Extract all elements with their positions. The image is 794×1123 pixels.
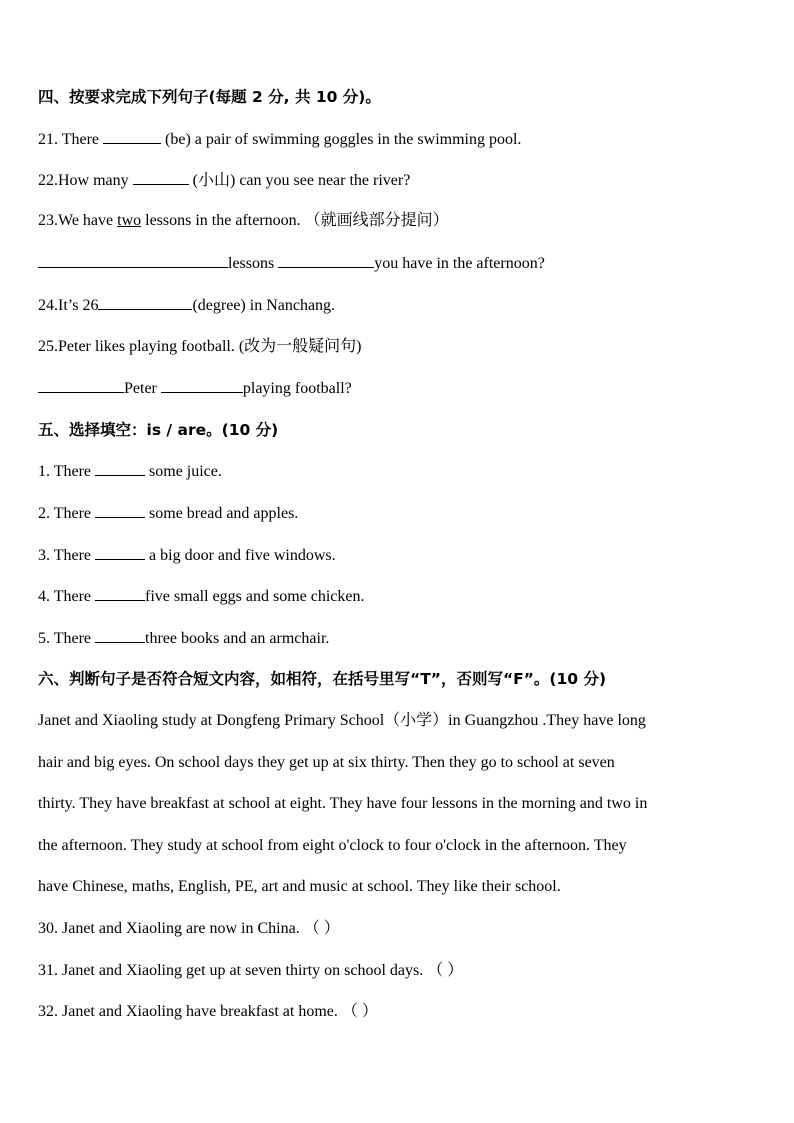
question-number: 21 bbox=[38, 131, 54, 148]
judge-question-30 bbox=[38, 918, 340, 940]
question-text: 2. There bbox=[38, 505, 96, 522]
question-24 bbox=[38, 294, 335, 317]
passage-line: hair and big eyes. On school days they get up at six thirty. Then they go to school at seven bbox=[38, 754, 615, 771]
answer-blank[interactable] bbox=[103, 128, 161, 144]
question-number: 23. bbox=[38, 212, 58, 229]
question-text: Peter likes playing football. (改为一般疑问句) bbox=[58, 338, 362, 355]
passage-line: thirty. They have breakfast at school at eight. They have four lessons in the morning and two in bbox=[38, 795, 648, 812]
question-text: some juice. bbox=[145, 463, 222, 480]
answer-blank[interactable] bbox=[95, 544, 145, 560]
fill-item-2 bbox=[38, 502, 298, 525]
section6-heading: 六、判断句子是否符合短文内容，如相符，在括号里写“T”，否则写“F”。(10 分) bbox=[38, 670, 607, 688]
question-text: 1. There bbox=[38, 463, 96, 480]
question-number: 24. bbox=[38, 297, 58, 314]
section4-heading: 四、按要求完成下列句子(每题 2 分, 共 10 分)。 bbox=[38, 88, 381, 106]
question-21 bbox=[38, 128, 521, 151]
question-text: lessons in the afternoon. （就画线部分提问） bbox=[141, 212, 449, 229]
question-text: you have in the afternoon? bbox=[374, 255, 545, 272]
answer-blank[interactable] bbox=[278, 252, 374, 268]
question-text: five small eggs and some chicken. bbox=[145, 588, 365, 605]
question-text: lessons bbox=[228, 255, 279, 272]
question-text: playing football? bbox=[242, 380, 352, 397]
answer-bracket[interactable]: （ ） bbox=[341, 1003, 378, 1020]
underlined-word: two bbox=[117, 212, 142, 229]
fill-item-1 bbox=[38, 460, 222, 483]
answer-bracket[interactable]: （ ） bbox=[303, 920, 340, 937]
question-text: 32. Janet and Xiaoling have breakfast at home. bbox=[38, 1003, 338, 1020]
question-number: 25. bbox=[38, 338, 58, 355]
question-22 bbox=[38, 169, 410, 192]
question-number: 22. bbox=[38, 172, 58, 189]
question-text: some bread and apples. bbox=[145, 505, 299, 522]
question-text: a big door and five windows. bbox=[145, 547, 336, 564]
question-text: 4. There bbox=[38, 588, 96, 605]
passage-line: the afternoon. They study at school from eight o'clock to four o'clock in the afternoon. They bbox=[38, 837, 627, 854]
question-text: It’s 26 bbox=[58, 297, 99, 314]
fill-item-3 bbox=[38, 544, 336, 567]
question-text: We have bbox=[58, 212, 118, 229]
question-text: (be) a pair of swimming goggles in the swimming pool. bbox=[161, 131, 522, 148]
fill-item-5 bbox=[38, 627, 329, 650]
answer-blank[interactable] bbox=[95, 502, 145, 518]
answer-blank[interactable] bbox=[133, 169, 189, 185]
passage-line: have Chinese, maths, English, PE, art and music at school. They like their school. bbox=[38, 878, 561, 895]
question-25 bbox=[38, 336, 362, 358]
answer-blank[interactable] bbox=[95, 627, 145, 643]
answer-blank[interactable] bbox=[98, 294, 192, 310]
question-text: 3. There bbox=[38, 547, 96, 564]
answer-blank[interactable] bbox=[161, 377, 243, 393]
question-text: (小山) can you see near the river? bbox=[188, 172, 411, 189]
answer-blank[interactable] bbox=[95, 460, 145, 476]
question-23 bbox=[38, 210, 449, 232]
judge-question-32 bbox=[38, 1001, 378, 1023]
question-text: How many bbox=[58, 172, 133, 189]
answer-bracket[interactable]: （ ） bbox=[427, 962, 464, 979]
section5-heading: 五、选择填空：is / are。(10 分) bbox=[38, 421, 279, 439]
question-text: (degree) in Nanchang. bbox=[192, 297, 336, 314]
answer-blank[interactable] bbox=[38, 377, 124, 393]
passage-line: Janet and Xiaoling study at Dongfeng Primary School（小学）in Guangzhou .They have long bbox=[38, 712, 646, 729]
question-text: Peter bbox=[124, 380, 161, 397]
question-text: 31. Janet and Xiaoling get up at seven thirty on school days. bbox=[38, 962, 424, 979]
question-25-answer-line bbox=[38, 377, 352, 400]
question-text: 30. Janet and Xiaoling are now in China. bbox=[38, 920, 300, 937]
fill-item-4 bbox=[38, 585, 365, 608]
answer-blank[interactable] bbox=[95, 585, 145, 601]
question-text: . There bbox=[54, 131, 104, 148]
judge-question-31 bbox=[38, 960, 463, 982]
question-text: three books and an armchair. bbox=[145, 630, 330, 647]
question-23-answer-line bbox=[38, 252, 545, 275]
answer-blank[interactable] bbox=[38, 252, 228, 268]
question-text: 5. There bbox=[38, 630, 96, 647]
